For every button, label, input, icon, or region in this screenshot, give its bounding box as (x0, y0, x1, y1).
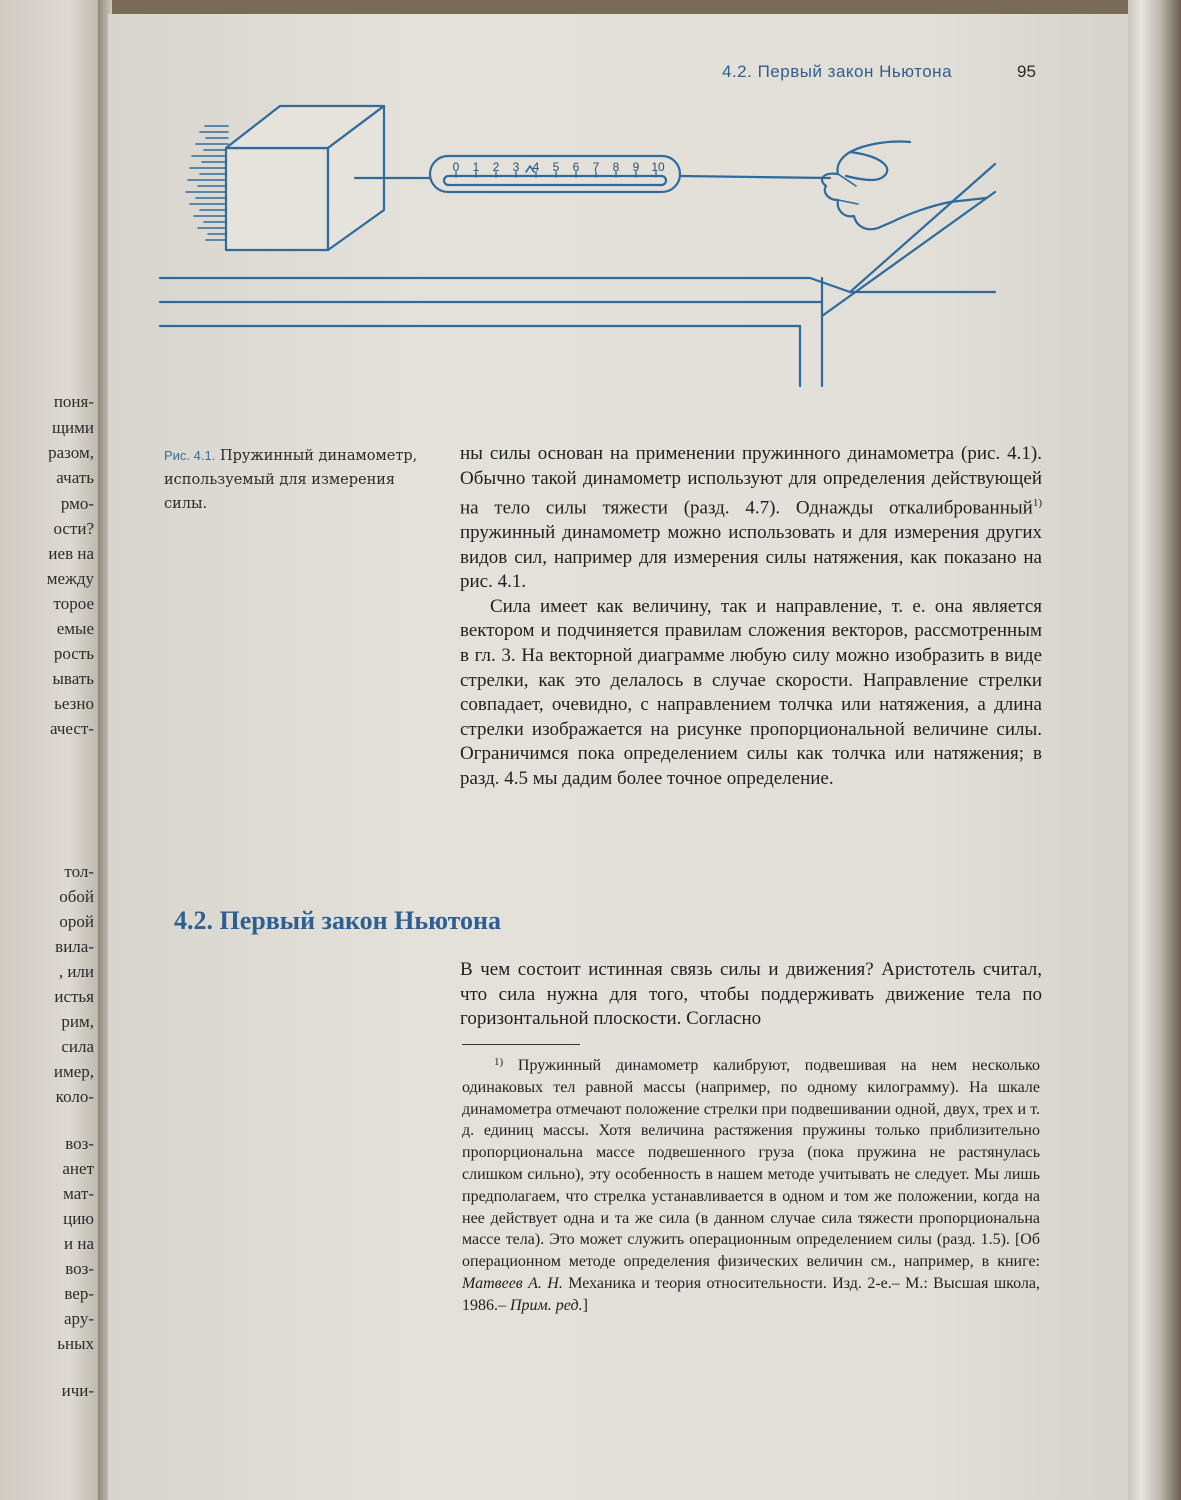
scale-label: 6 (572, 160, 580, 174)
left-fragment: щими (51, 418, 94, 437)
left-fragment: анет (62, 1159, 94, 1178)
left-fragment: ости? (53, 519, 94, 538)
left-fragment: ичи- (61, 1381, 94, 1400)
left-fragment: рость (53, 644, 94, 663)
left-page-text (0, 0, 94, 1500)
footnote-text: ] (582, 1296, 588, 1314)
footnote-text: Пружинный динамометр калибруют, подвешивая на нем несколько одинаковых тел равной массы (например, по одному килограмму). На шкале динамометра отмечают положение стрелки при подвешивании одной, двух, трех и т. д. единиц массы. Хотя величина растяжения пружины только приблизительно пропорциональна массе подвешенного груза (пока пружина не растянулась слишком сильно), эту особенность в нашем методе учитывать не следует. Мы лишь предполагаем, что стрелка устанавливается в одном и том же положении, когда на нее действует одна и та же сила (в данном случае сила тяжести пропорциональна массе тела). Это может служить операционным определением силы (разд. 1.5). [Об операционном методе определения физических величин см., например, в книге: (462, 1057, 1040, 1271)
left-fragment: поня- (53, 392, 94, 411)
running-head: 4.2. Первый закон Ньютона (722, 62, 953, 81)
left-fragment: рмо- (60, 494, 94, 513)
paragraph (460, 442, 1042, 595)
section-title: 4.2. Первый закон Ньютона (174, 906, 502, 935)
paragraph: Сила имеет как величину, так и направление, т. е. она является вектором и подчиняется правилам сложения векторов, рассмотренным в гл. 3. На векторной диаграмме любую силу можно изобразить в виде стрелки, как это делалось в случае скорости. Направление стрелки совпадает, очевидно, с направлением толчка или натяжения, а длина стрелки изображается на рисунке пропорциональной величине силы. Ограничимся пока определением силы как толчка или натяжения; в разд. 4.5 мы дадим более точное определение. (460, 595, 1042, 790)
scale-label: 9 (632, 160, 640, 174)
wall-hatching (186, 126, 228, 240)
pull-rod (680, 176, 830, 178)
footnote-mark: 1) (494, 1056, 504, 1068)
left-fragment: ачать (56, 468, 94, 487)
left-fragment: сила (61, 1037, 94, 1056)
left-fragment: вер- (64, 1284, 94, 1303)
left-fragment: ьезно (54, 694, 94, 713)
page-edges (1128, 0, 1181, 1500)
left-fragment: торое (53, 594, 94, 613)
left-fragment: , или (58, 962, 94, 981)
footnote-author: Матвеев А. Н. (462, 1274, 563, 1292)
paragraph: В чем состоит истинная связь силы и движения? Аристотель считал, что сила нужна для того, чтобы поддерживать движение тела по горизонтальной плоскости. Согласно (460, 959, 1042, 1030)
left-fragment: имер, (53, 1062, 94, 1081)
scale-label: 3 (512, 160, 520, 174)
left-fragment: тол- (64, 862, 94, 881)
left-fragment: ьных (57, 1334, 94, 1353)
left-fragment: между (46, 569, 94, 588)
paragraph-text: ны силы основан на применении пружинного динамометра (рис. 4.1). Обычно такой динамометр используют для определения действующей на тело силы тяжести (разд. 4.7). Однажды откалиброванный (460, 443, 1042, 519)
left-fragment: обой (59, 887, 94, 906)
figure-label: Рис. 4.1. (164, 448, 216, 463)
scale-label: 10 (651, 160, 665, 174)
body-text-lower (460, 958, 1042, 1032)
body-text-upper (460, 442, 1042, 792)
scale-label: 2 (492, 160, 500, 174)
scale-label: 4 (532, 160, 540, 174)
scale-label: 8 (612, 160, 620, 174)
scale-labels (453, 160, 665, 174)
scale-label: 1 (472, 160, 480, 174)
paragraph-text: пружинный динамометр можно использовать и для измерения других видов сил, например для измерения силы натяжения, как показано на рис. 4.1. (460, 522, 1042, 593)
spring-dynamometer-figure (150, 100, 1000, 400)
left-fragment: ачест- (49, 719, 94, 738)
left-fragment: иев на (48, 544, 94, 563)
left-fragment: разом, (48, 443, 94, 462)
left-fragment: воз- (65, 1259, 94, 1278)
left-fragment: орой (59, 912, 94, 931)
left-facing-page (0, 0, 100, 1500)
footnote (462, 1052, 1040, 1317)
caption-text: Пружинный динамометр, используемый для измерения силы. (164, 448, 418, 512)
scale-label: 7 (592, 160, 600, 174)
footnote-text: Механика и теория относительности. Изд. 2-е.– М.: Высшая школа, 1986.– (462, 1274, 1040, 1314)
page-number: 95 (1017, 62, 1036, 81)
figure-caption (164, 444, 429, 516)
left-fragment: воз- (65, 1134, 94, 1153)
scale-label: 5 (552, 160, 560, 174)
left-fragment: вила- (55, 937, 94, 956)
left-fragment: истья (54, 987, 94, 1006)
left-fragment: мат- (63, 1184, 94, 1203)
left-fragment: и на (64, 1234, 94, 1253)
footnote-divider (462, 1044, 580, 1045)
left-fragment: цию (63, 1209, 94, 1228)
left-fragment: емые (56, 619, 94, 638)
left-fragment: ывать (52, 669, 94, 688)
scale-label: 0 (452, 160, 460, 174)
left-fragment: рим, (61, 1012, 94, 1031)
left-fragment: ару- (64, 1309, 94, 1328)
editor-note: Прим. ред. (510, 1296, 583, 1314)
footnote-reference: 1) (1032, 497, 1042, 510)
left-fragment: коло- (55, 1087, 94, 1106)
